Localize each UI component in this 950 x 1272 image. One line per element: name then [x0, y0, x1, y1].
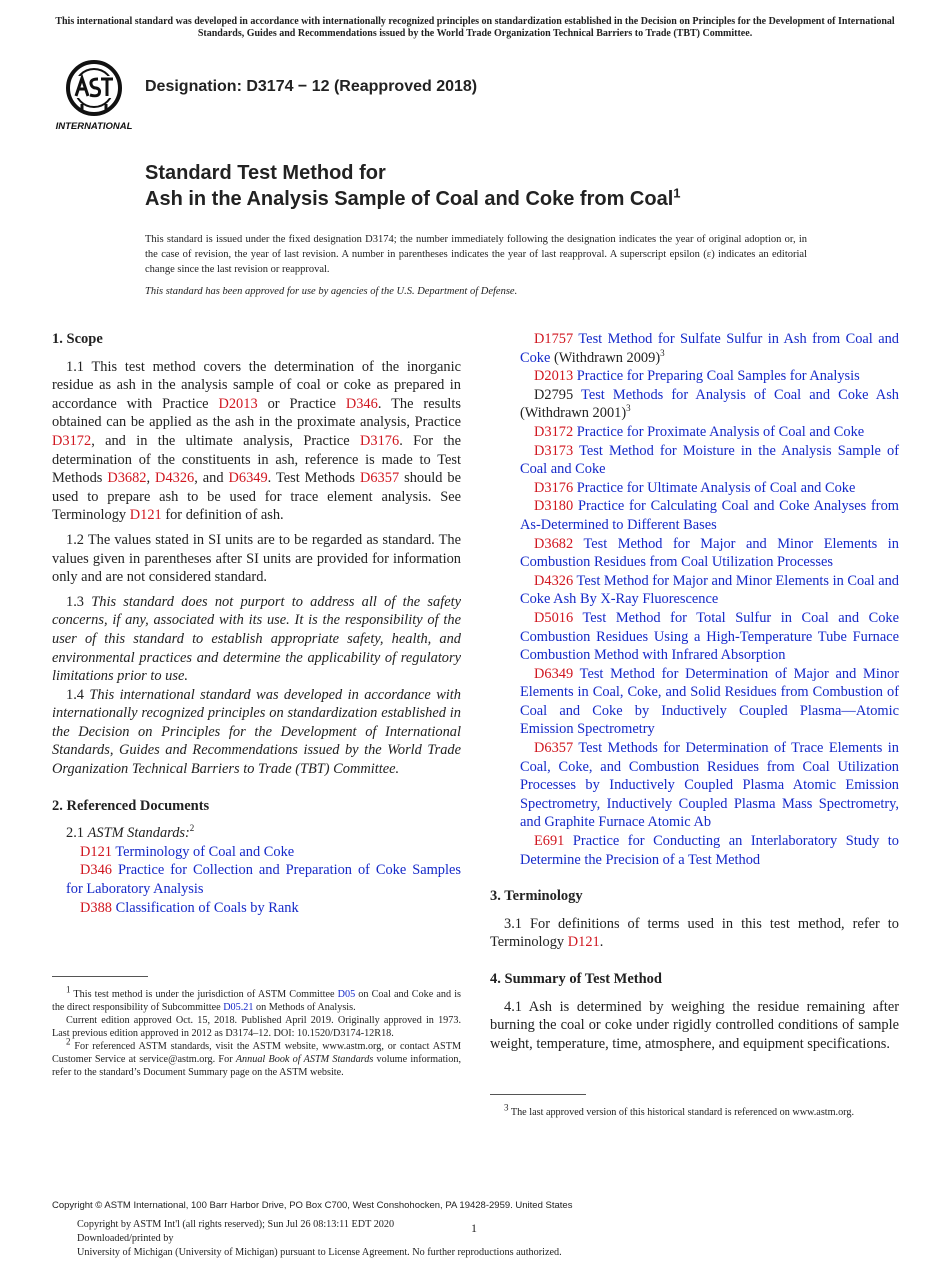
scope-1-1: 1.1 This test method covers the determination of the inorganic residue as ash in the analysis sample of coal or coke as prepared in accordance with Practice D2013 or Practice D346. The results obtained can be applied as the ash in the proximate analysis, Practice D3172, and in the ultimate analysis, Practice D3176. For the determination of the constituents in ash, reference is made to Test Methods D3682, D4326, and D6349. Test Methods D6357 should be used to prepare ash to be used for trace element analysis. See Terminology D121 for definition of ash.: [52, 358, 461, 524]
link-d05[interactable]: D05: [337, 989, 356, 1000]
ref-item[interactable]: D388 Classification of Coals by Rank: [80, 899, 299, 916]
ref-item[interactable]: D3180 Practice for Calculating Coal and Coke Analyses from As-Determined to Different Bases: [520, 498, 899, 533]
astm-logo: [52, 58, 136, 132]
summary-4-1: 4.1 Ash is determined by weighing the residue remaining after burning the coal or coke under rigidly controlled conditions of sample weight, temperature, time, atmosphere, and equipment specifications.: [490, 998, 899, 1052]
left-column: [52, 330, 461, 917]
scope-1-3: 1.3 This standard does not purport to address all of the safety concerns, if any, associated with its use. It is the responsibility of the user of this standard to establish appropriate safety, health, and environmental practices and determine the applicability of regulatory limitations prior to use.: [52, 593, 461, 685]
terminology-heading: 3. Terminology: [490, 888, 583, 905]
ref-item[interactable]: D4326 Test Method for Major and Minor Elements in Coal and Coke Ash By X-Ray Fluorescence: [520, 572, 899, 608]
terminology-3-1: 3.1 For definitions of terms used in this test method, refer to Terminology D121.: [490, 915, 899, 951]
title-line-2: Ash in the Analysis Sample of Coal and Coke from Coal$^1$: [145, 185, 681, 210]
copyright-line: Copyright © ASTM International, 100 Barr Harbor Drive, PO Box C700, West Conshohocken, PA 19428-2959. United States: [52, 1200, 573, 1211]
link-d2013[interactable]: D2013: [218, 395, 258, 412]
ref-item[interactable]: D1757 Test Method for Sulfate Sulfur in Ash from Coal and Coke (Withdrawn 2009)$^3$: [520, 331, 900, 366]
ref-item[interactable]: D3176 Practice for Ultimate Analysis of Coal and Coke: [534, 479, 856, 496]
left-footnotes: [52, 984, 461, 1079]
top-notice: This international standard was developed in accordance with internationally recognized principles on standardization established in the Decision on Principles for the Development of International Standards, Guides and Recommendations issued by the World Trade Organization Technical Barriers to Trade (TBT) Committee.: [55, 16, 895, 39]
ref-item[interactable]: D2013 Practice for Preparing Coal Samples for Analysis: [534, 368, 860, 385]
ref-item[interactable]: D2795 Test Methods for Analysis of Coal and Coke Ash (Withdrawn 2001)$^3$: [520, 386, 899, 422]
license-line-1: Copyright by ASTM Int'l (all rights reserved); Sun Jul 26 08:13:11 EDT 2020: [77, 1219, 395, 1230]
link-d6357[interactable]: D6357: [359, 470, 400, 487]
footnote-3: $^3$ The last approved version of this historical standard is referenced on www.astm.org.: [504, 1102, 855, 1118]
ref-item[interactable]: D3173 Test Method for Moisture in the Analysis Sample of Coal and Coke: [520, 442, 899, 478]
ref-item[interactable]: E691 Practice for Conducting an Interlaboratory Study to Determine the Precision of a Test Method: [520, 833, 899, 868]
footnote-1-edition: Current edition approved Oct. 15, 2018. Published April 2019. Originally approved in 1973. Last previous edition approved in 2012 as D3174–12. DOI: 10.1520/D3174-12R18.: [52, 1015, 461, 1039]
footnote-rule: [52, 976, 148, 977]
link-d4326[interactable]: D4326: [155, 470, 195, 487]
ref-item[interactable]: D346 Practice for Collection and Preparation of Coke Samples for Laboratory Analysis: [66, 862, 461, 898]
right-footnotes: [490, 1102, 899, 1119]
page-title: [145, 160, 681, 212]
astm-standards-label: 2.1 ASTM Standards:$^2$: [66, 823, 195, 842]
link-d3176[interactable]: D3176: [360, 432, 400, 449]
ref-item[interactable]: D121 Terminology of Coal and Coke: [80, 843, 295, 860]
astm-seal-icon: [68, 62, 120, 114]
license-line-2: Downloaded/printed by: [77, 1233, 174, 1244]
right-column: [490, 330, 899, 1053]
ref-item[interactable]: D3172 Practice for Proximate Analysis of Coal and Coke: [534, 423, 865, 440]
scope-heading: 1. Scope: [52, 331, 103, 347]
ref-item[interactable]: D6349 Test Method for Determination of Major and Minor Elements in Coal, Coke, and Solid Residues from Combustion of Coal and Coke by Inductively Coupled Plasma—Atomic Emission Spectrometry: [520, 665, 900, 738]
issued-note: This standard is issued under the fixed designation D3174; the number immediately following the designation indicates the year of original adoption or, in the case of revision, the year of last revision. A number in parentheses indicates the year of last reapproval. A superscript epsilon (ε) indicates an editorial change since the last revision or reapproval.: [145, 234, 807, 275]
approved-note: This standard has been approved for use by agencies of the U.S. Department of Defense.: [145, 286, 518, 297]
title-line-1: Standard Test Method for: [145, 162, 386, 184]
link-d05-21[interactable]: D05.21: [223, 1002, 254, 1013]
referenced-heading: 2. Referenced Documents: [52, 797, 210, 814]
license-line-3: University of Michigan (University of Michigan) pursuant to License Agreement. No further reproductions authorized.: [77, 1247, 562, 1258]
link-d346[interactable]: D346: [345, 395, 378, 412]
ref-item[interactable]: D3682 Test Method for Major and Minor Elements in Combustion Residues from Coal Utilization Processes: [520, 535, 899, 571]
link-d3172[interactable]: D3172: [52, 432, 92, 449]
ref-item[interactable]: D6357 Test Methods for Determination of Trace Elements in Coal, Coke, and Combustion Residues from Coal Utilization Processes by Inductively Coupled Plasma Atomic Emission Spectrometry, Inductively Coupled Plasma Mass Spectrometry, and Graphite Furnace Atomic Ab: [520, 740, 899, 831]
link-d121[interactable]: D121: [567, 934, 600, 951]
ref-item[interactable]: D5016 Test Method for Total Sulfur in Coal and Coke Combustion Residues Using a High-Temperature Tube Furnace Combustion Method with Infrared Absorption: [520, 609, 899, 664]
footnote-rule: [490, 1094, 586, 1095]
scope-1-2: 1.2 The values stated in SI units are to be regarded as standard. The values given in parentheses after SI units are provided for information only and are not considered standard.: [52, 531, 461, 586]
footnote-1: $^1$ This test method is under the jurisdiction of ASTM Committee D05 on Coal and Coke and is the direct responsibility of Subcommittee D05.21 on Methods of Analysis.: [52, 984, 461, 1013]
footnote-2: $^2$ For referenced ASTM standards, visit the ASTM website, www.astm.org, or contact ASTM Customer Service at service@astm.org. For Annual Book of ASTM Standards volume information, refer to the standard’s Document Summary page on the ASTM website.: [52, 1036, 461, 1078]
page-number: 1: [471, 1221, 477, 1235]
summary-heading: 4. Summary of Test Method: [490, 971, 662, 987]
designation: Designation: D3174 − 12 (Reapproved 2018): [145, 78, 478, 95]
scope-1-4: 1.4 This international standard was developed in accordance with internationally recognized principles on standardization established in the Decision on Principles for the Development of International Standards, Guides and Recommendations issued by the World Trade Organization Technical Barriers to Trade (TBT) Committee.: [52, 686, 461, 778]
title-footnote-mark: 1: [673, 185, 681, 201]
link-d121[interactable]: D121: [129, 507, 162, 524]
svg-text:INTERNATIONAL: INTERNATIONAL: [55, 121, 133, 132]
link-d3682[interactable]: D3682: [107, 470, 147, 487]
link-d6349[interactable]: D6349: [228, 470, 268, 487]
